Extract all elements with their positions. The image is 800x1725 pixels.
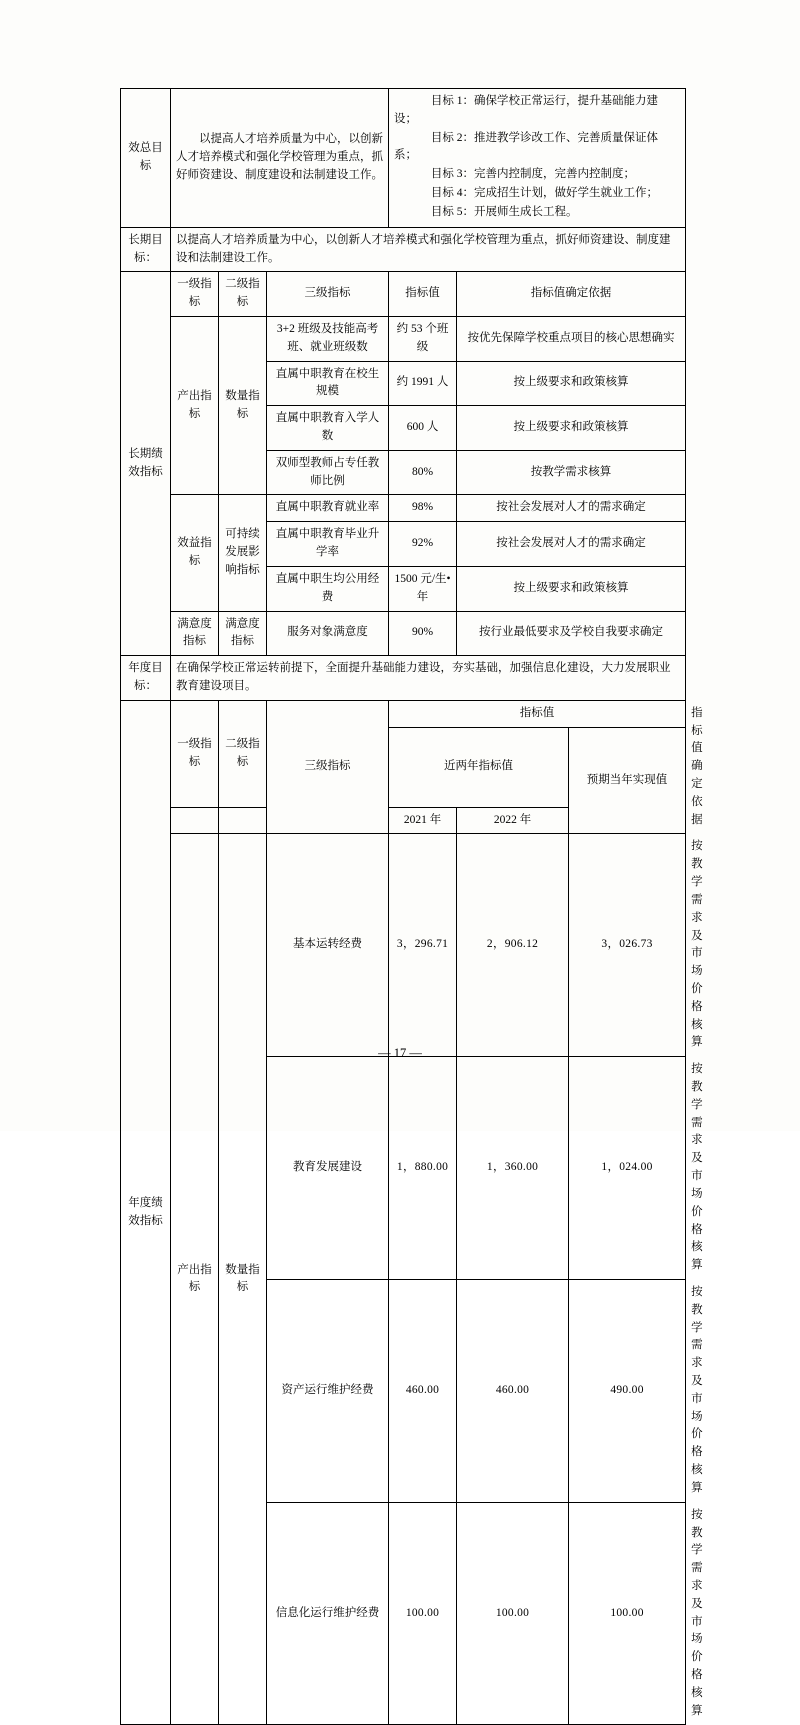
cell-level3: 直属中职教育毕业升学率 bbox=[267, 522, 389, 567]
cell-value: 80% bbox=[389, 450, 457, 495]
cell-level3: 3+2 班级及技能高考班、就业班级数 bbox=[267, 316, 389, 361]
cell-basis: 按社会发展对人才的需求确定 bbox=[457, 522, 686, 567]
cell-level3: 教育发展建设 bbox=[267, 1057, 389, 1280]
cell-level3: 基本运转经费 bbox=[267, 834, 389, 1057]
group-level1-benefit: 效益指标 bbox=[171, 495, 219, 611]
cell-expected: 3，026.73 bbox=[569, 834, 686, 1057]
cell-level3: 直属中职生均公用经费 bbox=[267, 566, 389, 611]
annual-perf-label: 年度绩效指标 bbox=[121, 700, 171, 1725]
header-level2: 二级指标 bbox=[219, 272, 267, 317]
cell-value: 92% bbox=[389, 522, 457, 567]
table-row: 信息化运行维护经费 100.00 100.00 100.00 按教学需求及市场价格核算 bbox=[121, 1502, 686, 1725]
table-row bbox=[121, 495, 686, 522]
table-row-overall-goal bbox=[121, 89, 686, 228]
cell-expected: 490.00 bbox=[569, 1279, 686, 1502]
annual-goal-text: 在确保学校正常运转前提下，全面提升基础能力建设，夯实基础，加强信息化建设，大力发展职业教育建设项目。 bbox=[171, 656, 686, 701]
cell-level3: 直属中职教育入学人数 bbox=[267, 406, 389, 451]
cell-expected: 100.00 bbox=[569, 1502, 686, 1725]
annual-goal-label: 年度目标： bbox=[121, 656, 171, 701]
cell-basis: 按上级要求和政策核算 bbox=[457, 566, 686, 611]
cell-y2022: 2，906.12 bbox=[457, 834, 569, 1057]
annual-group-level1: 产出指标 bbox=[171, 834, 219, 1725]
cell-level3: 资产运行维护经费 bbox=[267, 1279, 389, 1502]
cell-value: 90% bbox=[389, 611, 457, 656]
long-term-perf-label: 长期绩效指标 bbox=[121, 272, 171, 656]
annual-header-expected: 预期当年实现值 bbox=[569, 727, 686, 834]
group-level2-quantity: 数量指标 bbox=[219, 316, 267, 495]
table-row: 产出指标 数量指标 基本运转经费 3，296.71 2，906.12 3，026.73 按教学需求及市场价格核算 bbox=[121, 834, 686, 1057]
overall-goal-text: 以提高人才培养质量为中心，以创新人才培养模式和强化学校管理为重点，抓好师资建设、制度建设和法制建设工作。 bbox=[171, 89, 389, 228]
cell-value: 1500 元/生•年 bbox=[389, 566, 457, 611]
table-row: 资产运行维护经费 460.00 460.00 490.00 按教学需求及市场价格核算 bbox=[121, 1279, 686, 1502]
table-row-long-term-goal bbox=[121, 227, 686, 272]
cell-value: 98% bbox=[389, 495, 457, 522]
annual-header-level1: 一级指标 bbox=[171, 700, 219, 807]
cell-level3: 直属中职教育就业率 bbox=[267, 495, 389, 522]
annual-header-blank-level1 bbox=[171, 807, 219, 834]
page-number: — 17 — bbox=[378, 1046, 422, 1060]
cell-level3: 服务对象满意度 bbox=[267, 611, 389, 656]
cell-basis: 按优先保障学校重点项目的核心思想确实 bbox=[457, 316, 686, 361]
cell-value: 600 人 bbox=[389, 406, 457, 451]
cell-y2022: 460.00 bbox=[457, 1279, 569, 1502]
annual-header-year2: 2022 年 bbox=[457, 807, 569, 834]
overall-goal-items: 目标 1：确保学校正常运行，提升基础能力建设； 目标 2：推进教学诊改工作、完善质量保证体系； 目标 3：完善内控制度，完善内控制度； 目标 4：完成招生计划，做好学生就业工作； 目标 5：开展师生成长工程。 bbox=[389, 89, 686, 228]
cell-y2021: 460.00 bbox=[389, 1279, 457, 1502]
table-row: 教育发展建设 1，880.00 1，360.00 1，024.00 按教学需求及市场价格核算 bbox=[121, 1057, 686, 1280]
annual-header-level2: 二级指标 bbox=[219, 700, 267, 807]
table-row-long-term-header bbox=[121, 272, 686, 317]
cell-basis: 按行业最低要求及学校自我要求确定 bbox=[457, 611, 686, 656]
annual-group-level2: 数量指标 bbox=[219, 834, 267, 1725]
annual-header-blank-level2 bbox=[219, 807, 267, 834]
cell-y2021: 1，880.00 bbox=[389, 1057, 457, 1280]
header-basis: 指标值确定依据 bbox=[457, 272, 686, 317]
cell-level3: 双师型教师占专任教师比例 bbox=[267, 450, 389, 495]
cell-level3: 直属中职教育在校生规模 bbox=[267, 361, 389, 406]
cell-y2021: 100.00 bbox=[389, 1502, 457, 1725]
table-row-annual-header-1: 年度绩效指标 一级指标 二级指标 三级指标 指标值 指标值确定依据 bbox=[121, 700, 686, 727]
table-row bbox=[121, 316, 686, 361]
group-level2-satisfaction: 满意度指标 bbox=[219, 611, 267, 656]
annual-header-value-group: 指标值 bbox=[389, 700, 686, 727]
header-level3: 三级指标 bbox=[267, 272, 389, 317]
long-term-goal-label: 长期目标： bbox=[121, 227, 171, 272]
cell-value: 约 53 个班级 bbox=[389, 316, 457, 361]
annual-header-recent-group: 近两年指标值 bbox=[389, 727, 569, 807]
table-row bbox=[121, 611, 686, 656]
group-level2-sustainable: 可持续发展影响指标 bbox=[219, 495, 267, 611]
cell-basis: 按教学需求核算 bbox=[457, 450, 686, 495]
overall-goal-label: 效总目标 bbox=[121, 89, 171, 228]
annual-header-year1: 2021 年 bbox=[389, 807, 457, 834]
header-value: 指标值 bbox=[389, 272, 457, 317]
cell-basis: 按社会发展对人才的需求确定 bbox=[457, 495, 686, 522]
cell-basis: 按上级要求和政策核算 bbox=[457, 361, 686, 406]
cell-level3: 信息化运行维护经费 bbox=[267, 1502, 389, 1725]
header-level1: 一级指标 bbox=[171, 272, 219, 317]
annual-header-level3: 三级指标 bbox=[267, 700, 389, 834]
cell-y2021: 3，296.71 bbox=[389, 834, 457, 1057]
group-level1-output: 产出指标 bbox=[171, 316, 219, 495]
cell-basis: 按上级要求和政策核算 bbox=[457, 406, 686, 451]
performance-table bbox=[120, 88, 703, 1725]
cell-y2022: 100.00 bbox=[457, 1502, 569, 1725]
cell-expected: 1，024.00 bbox=[569, 1057, 686, 1280]
long-term-goal-text: 以提高人才培养质量为中心，以创新人才培养模式和强化学校管理为重点，抓好师资建设、制度建设和法制建设工作。 bbox=[171, 227, 686, 272]
cell-value: 约 1991 人 bbox=[389, 361, 457, 406]
group-level1-satisfaction: 满意度指标 bbox=[171, 611, 219, 656]
table-row-annual-goal bbox=[121, 656, 686, 701]
cell-y2022: 1，360.00 bbox=[457, 1057, 569, 1280]
